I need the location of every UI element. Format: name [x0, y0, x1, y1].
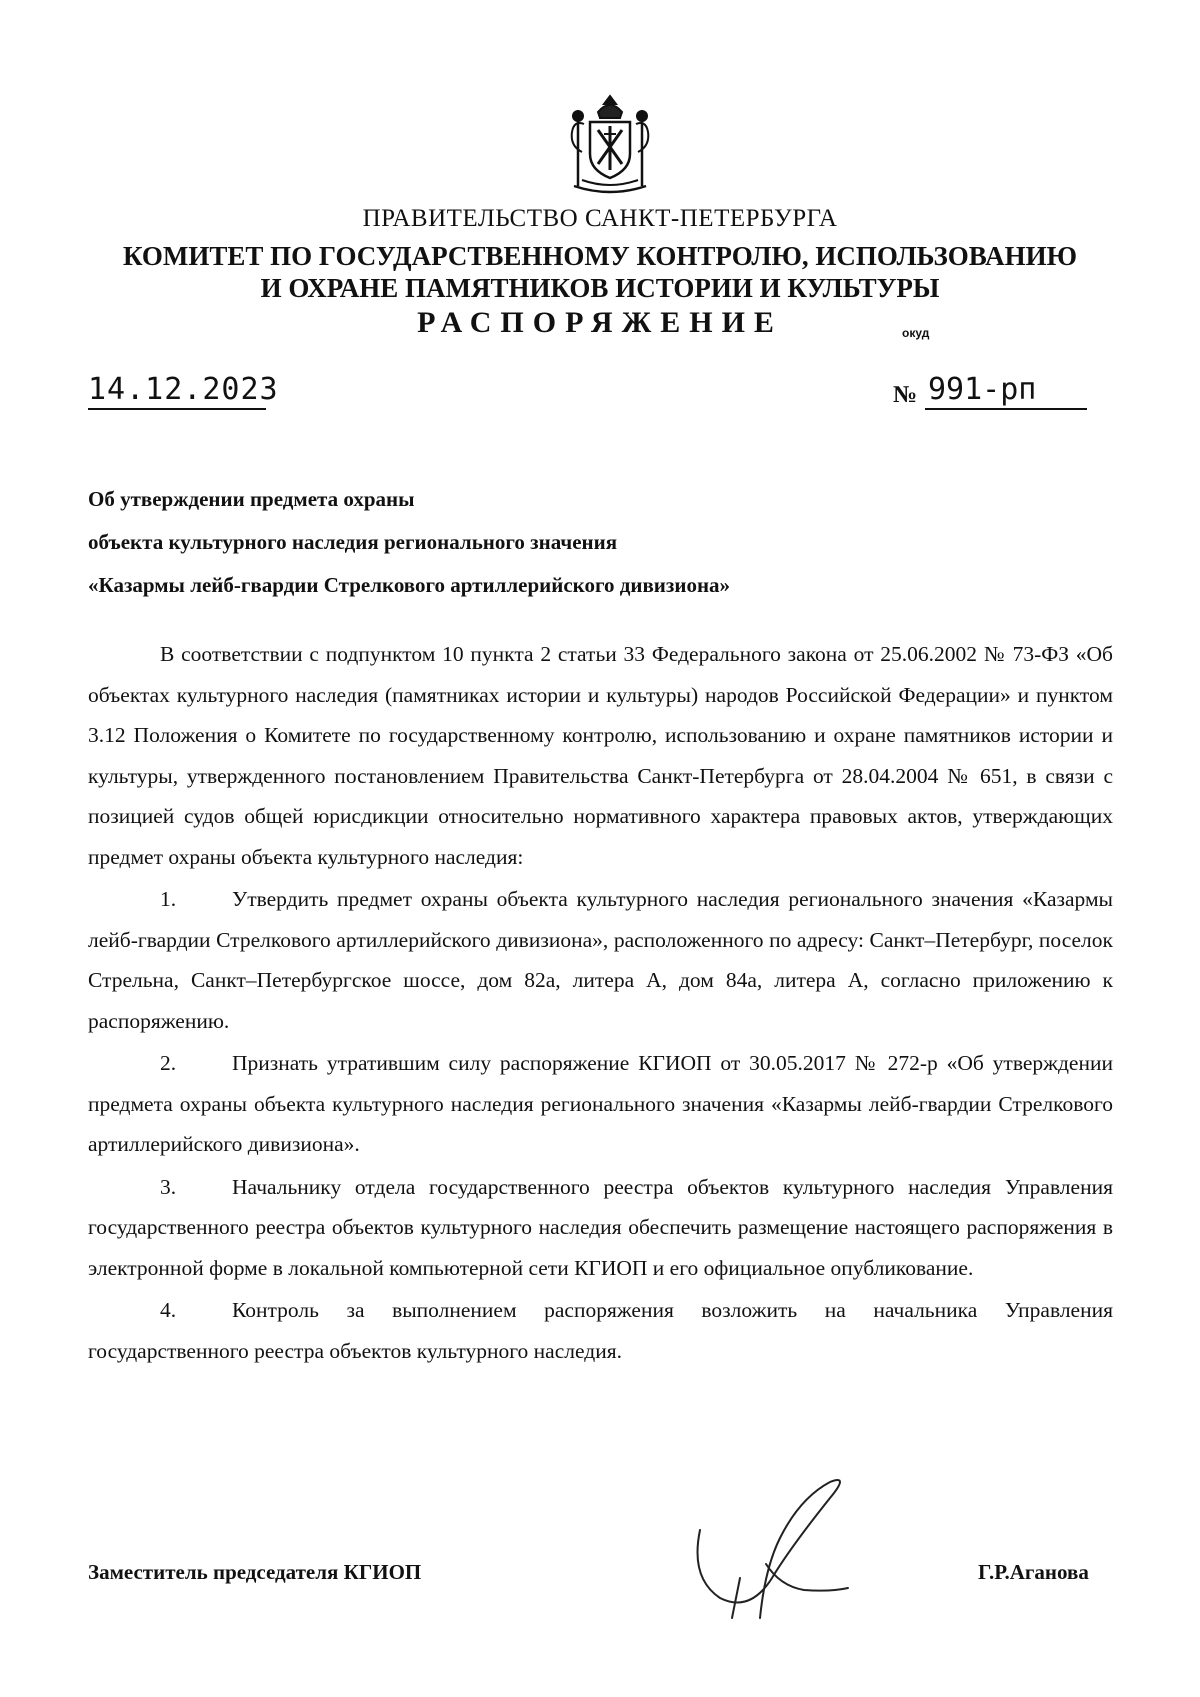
signer-position: Заместитель председателя КГИОП — [88, 1560, 422, 1584]
committee-name — [0, 240, 1200, 304]
item-number: 4. — [160, 1298, 177, 1322]
item-text: Признать утратившим силу распоряжение КГИОП от 30.05.2017 № 272-р «Об утверждении предмета охраны объекта культурного наследия регионального значения «Казармы лейб-гвардии Стрелкового артиллерийского дивизиона». — [88, 1051, 1113, 1156]
list-item-1 — [88, 879, 1113, 1041]
government-name: ПРАВИТЕЛЬСТВО САНКТ-ПЕТЕРБУРГА — [362, 205, 838, 232]
document-number: 991-рп — [928, 372, 1037, 407]
item-number: 3. — [160, 1174, 177, 1199]
list-item-4 — [88, 1290, 1113, 1371]
document-date: 14.12.2023 — [88, 372, 279, 407]
handwritten-signature-icon — [680, 1468, 870, 1628]
item-number: 2. — [160, 1051, 177, 1075]
signer-name: Г.Р.Аганова — [978, 1560, 1089, 1584]
list-item-3 — [88, 1167, 1113, 1289]
date-underline — [88, 408, 266, 410]
number-underline — [925, 408, 1087, 410]
subject-line3: «Казармы лейб-гвардии Стрелкового артиллерийского дивизиона» — [88, 573, 731, 597]
subject-line1: Об утверждении предмета охраны — [88, 487, 415, 511]
intro-paragraph: В соответствии с подпунктом 10 пункта 2 статьи 33 Федерального закона от 25.06.2002 № 73-ФЗ «Об объектах культурного наследия (памятниках истории и культуры) народов Российской Федерации» и пунктом 3.12 Положения о Комитете по государственному контролю, использованию и охране памятников истории и культуры, утвержденного постановлением Правительства Санкт-Петербурга от 28.04.2004 № 651, в связи с позицией судов общей юрисдикции относительно нормативного характера правовых актов, утверждающих предмет охраны объекта культурного наследия: — [88, 642, 1113, 869]
committee-name-line1: КОМИТЕТ ПО ГОСУДАРСТВЕННОМУ КОНТРОЛЮ, ИСПОЛЬЗОВАНИЮ — [123, 241, 1077, 271]
coat-of-arms-icon — [564, 90, 656, 200]
document-subject — [88, 478, 988, 607]
subject-line2: объекта культурного наследия регионального значения — [88, 530, 618, 554]
document-type: РАСПОРЯЖЕНИЕ — [417, 306, 783, 339]
committee-name-line2: И ОХРАНЕ ПАМЯТНИКОВ ИСТОРИИ И КУЛЬТУРЫ — [260, 273, 940, 303]
number-sign: № — [893, 382, 918, 408]
item-text: Утвердить предмет охраны объекта культурного наследия регионального значения «Казармы лейб-гвардии Стрелкового артиллерийского дивизиона», расположенного по адресу: Санкт–Петербург, поселок Стрельна, Санкт–Петербургское шоссе, дом 82а, литера А, дом 84а, литера А, согласно приложению к распоряжению. — [88, 887, 1113, 1033]
okud-label: окуд — [902, 326, 930, 340]
item-text: Контроль за выполнением распоряжения возложить на начальника Управления государственного реестра объектов культурного наследия. — [88, 1298, 1113, 1363]
item-number: 1. — [160, 887, 177, 911]
item-text: Начальнику отдела государственного реестра объектов культурного наследия Управления государственного реестра объектов культурного наследия обеспечить размещение настоящего распоряжения в электронной форме в локальной компьютерной сети КГИОП и его официальное опубликование. — [88, 1174, 1113, 1280]
list-item-2 — [88, 1043, 1113, 1165]
document-body — [88, 634, 1113, 1373]
